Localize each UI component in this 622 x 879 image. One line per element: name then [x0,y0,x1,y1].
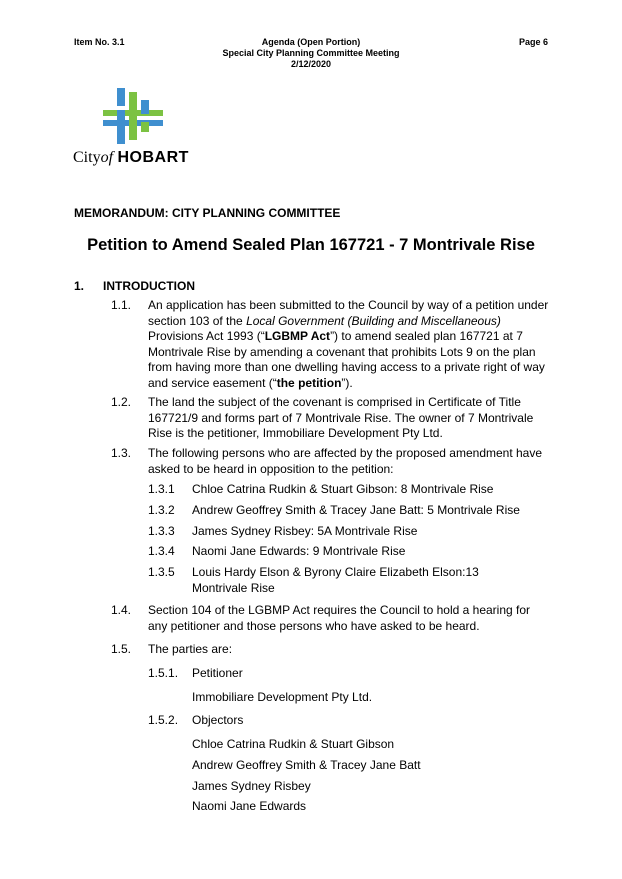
logo-city: City [73,149,101,166]
petitioner-label: Petitioner [192,666,243,680]
list-item [148,544,548,560]
list-item-number: 1.3.5 [148,565,175,579]
paragraph-text: The following persons who are affected by the proposed amendment have asked to be heard in opposition to the petition: [148,446,543,476]
petitioner-item [148,666,548,682]
list-item [148,482,548,498]
page-number: Page 6 [518,37,548,47]
memorandum-heading: MEMORANDUM: CITY PLANNING COMMITTEE [74,206,341,220]
list-item-text: Chloe Catrina Rudkin & Stuart Gibson: 8 Montrivale Rise [192,482,494,496]
logo-hobart: HOBART [117,149,189,166]
list-item-text: Andrew Geoffrey Smith & Tracey Jane Batt: 5 Montrivale Rise [192,503,520,517]
paragraph-number: 1.4. [111,603,132,617]
paragraph-text: The land the subject of the covenant is comprised in Certificate of Title 167721/9 and forms part of 7 Montrivale Rise. The owner of 7 Montrivale Rise is the petitioner, Immobiliare Development Pty Ltd. [148,395,534,440]
list-item [148,565,508,596]
list-item-text: Naomi Jane Edwards: 9 Montrivale Rise [192,544,406,558]
list-item [148,503,548,519]
list-item-number: 1.5.2. [148,713,179,727]
city-of-hobart-logo [73,88,193,170]
paragraph-text [148,298,551,391]
list-item-number: 1.5.1. [148,666,179,680]
section-title: INTRODUCTION [103,279,195,293]
p1-1-text-e: ”) to amend sealed plan 167721 at 7 Montrivale Rise by amending a covenant that prohibits Lots 9 on the plan from having more than one dwelling having access to a private right of way and service easement (“ [148,329,545,390]
p1-1-text-a: An application has been submitted to the Council by way of a petition under section 103 of the [148,298,549,328]
objectors-item [148,713,548,729]
agenda-line-1: Agenda (Open Portion) [261,37,361,47]
paragraph-text: The parties are: [148,642,233,656]
list-item [148,524,548,540]
paragraph-1-1 [111,298,551,391]
hobart-cross-icon [103,88,163,144]
paragraph-text: Section 104 of the LGBMP Act requires the Council to hold a hearing for any petitioner and those persons who have asked to be heard. [148,603,531,633]
logo-of: of [100,149,114,166]
list-item-number: 1.3.4 [148,544,175,558]
paragraph-1-5 [111,642,551,658]
p1-1-text-c: Provisions Act 1993 (“ [148,329,265,343]
document-title: Petition to Amend Sealed Plan 167721 - 7 Montrivale Rise [87,236,535,254]
lgbmp-act-bold: LGBMP Act [264,329,331,343]
list-item-number: 1.3.2 [148,503,175,517]
objector-name: Chloe Catrina Rudkin & Stuart Gibson [192,737,395,751]
paragraph-number: 1.3. [111,446,132,460]
paragraph-number: 1.2. [111,395,132,409]
section-heading [74,279,195,293]
objector-name: Andrew Geoffrey Smith & Tracey Jane Batt [192,758,421,772]
agenda-line-3: 2/12/2020 [290,59,332,69]
list-item-text: Louis Hardy Elson & Byrony Claire Elizabeth Elson:13 Montrivale Rise [192,565,479,595]
item-number: Item No. 3.1 [74,37,125,47]
paragraph-1-4 [111,603,551,634]
objectors-label: Objectors [192,713,244,727]
the-petition-bold: the petition [276,375,342,390]
paragraph-1-2 [111,395,551,442]
agenda-line-2: Special City Planning Committee Meeting [222,48,400,58]
section-number: 1. [74,279,85,293]
paragraph-number: 1.1. [111,298,132,312]
act-name-italic: Local Government (Building and Miscellaneous) [246,313,501,328]
list-item-text: James Sydney Risbey: 5A Montrivale Rise [192,524,418,538]
p1-1-text-g: ”). [341,375,353,390]
paragraph-1-3 [111,446,551,477]
petitioner-name: Immobiliare Development Pty Ltd. [192,690,373,704]
objector-name: James Sydney Risbey [192,779,311,793]
objector-name: Naomi Jane Edwards [192,799,307,813]
logo-wordmark [73,149,189,167]
list-item-number: 1.3.3 [148,524,175,538]
list-item-number: 1.3.1 [148,482,175,496]
paragraph-number: 1.5. [111,642,132,656]
